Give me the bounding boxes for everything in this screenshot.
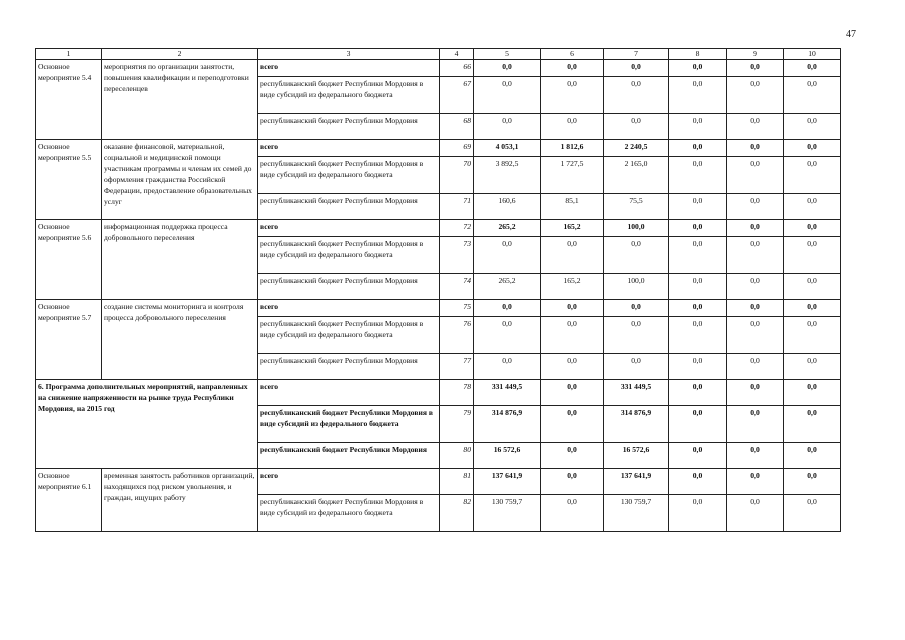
- value-cell: 0,0: [784, 114, 841, 140]
- value-cell: 0,0: [669, 380, 727, 406]
- value-cell: 1 727,5: [541, 157, 604, 194]
- row-index: 75: [440, 300, 474, 317]
- value-cell: 130 759,7: [474, 495, 541, 532]
- row-index: 78: [440, 380, 474, 406]
- measure-description: создание системы мониторинга и контроля процесса добровольного переселения: [102, 300, 258, 380]
- value-cell: 331 449,5: [474, 380, 541, 406]
- row-index: 79: [440, 406, 474, 443]
- value-cell: 0,0: [784, 469, 841, 495]
- value-cell: 160,6: [474, 194, 541, 220]
- value-cell: 0,0: [669, 60, 727, 77]
- header-row: [36, 49, 841, 60]
- value-cell: 0,0: [784, 354, 841, 380]
- measure-code: Основное мероприятие 6.1: [36, 469, 102, 532]
- measure-description: мероприятия по организации занятости, повышения квалификации и переподготовки переселенцев: [102, 60, 258, 140]
- funding-source: республиканский бюджет Республики Мордовия в виде субсидий из федерального бюджета: [258, 157, 440, 194]
- value-cell: 0,0: [727, 60, 784, 77]
- value-cell: 0,0: [669, 406, 727, 443]
- funding-source: всего: [258, 140, 440, 157]
- value-cell: 0,0: [541, 60, 604, 77]
- value-cell: 0,0: [604, 300, 669, 317]
- value-cell: 0,0: [784, 140, 841, 157]
- value-cell: 0,0: [727, 406, 784, 443]
- row-index: 71: [440, 194, 474, 220]
- value-cell: 0,0: [784, 194, 841, 220]
- value-cell: 1 812,6: [541, 140, 604, 157]
- value-cell: 0,0: [669, 443, 727, 469]
- value-cell: 0,0: [727, 114, 784, 140]
- value-cell: 0,0: [541, 443, 604, 469]
- page-number: 47: [846, 29, 856, 40]
- value-cell: 0,0: [727, 77, 784, 114]
- value-cell: 0,0: [727, 354, 784, 380]
- value-cell: 0,0: [727, 157, 784, 194]
- value-cell: 0,0: [604, 317, 669, 354]
- value-cell: 130 759,7: [604, 495, 669, 532]
- row-index: 70: [440, 157, 474, 194]
- column-header: 9: [727, 49, 784, 60]
- value-cell: 0,0: [727, 194, 784, 220]
- funding-source: республиканский бюджет Республики Мордовия: [258, 443, 440, 469]
- value-cell: 0,0: [669, 237, 727, 274]
- table-row: [36, 380, 841, 406]
- row-index: 80: [440, 443, 474, 469]
- value-cell: 165,2: [541, 274, 604, 300]
- column-header: 5: [474, 49, 541, 60]
- value-cell: 0,0: [669, 317, 727, 354]
- value-cell: 0,0: [727, 300, 784, 317]
- value-cell: 0,0: [784, 274, 841, 300]
- measure-code: Основное мероприятие 5.5: [36, 140, 102, 220]
- value-cell: 0,0: [541, 77, 604, 114]
- value-cell: 165,2: [541, 220, 604, 237]
- value-cell: 100,0: [604, 274, 669, 300]
- value-cell: 0,0: [541, 354, 604, 380]
- value-cell: 0,0: [784, 406, 841, 443]
- value-cell: 0,0: [541, 237, 604, 274]
- funding-source: республиканский бюджет Республики Мордовия в виде субсидий из федерального бюджета: [258, 406, 440, 443]
- funding-source: республиканский бюджет Республики Мордовия: [258, 194, 440, 220]
- value-cell: 2 240,5: [604, 140, 669, 157]
- row-index: 69: [440, 140, 474, 157]
- value-cell: 0,0: [669, 220, 727, 237]
- funding-source: всего: [258, 60, 440, 77]
- value-cell: 0,0: [541, 380, 604, 406]
- value-cell: 100,0: [604, 220, 669, 237]
- row-index: 72: [440, 220, 474, 237]
- value-cell: 2 165,0: [604, 157, 669, 194]
- value-cell: 0,0: [604, 354, 669, 380]
- value-cell: 0,0: [784, 220, 841, 237]
- measure-description: информационная поддержка процесса добровольного переселения: [102, 220, 258, 300]
- funding-source: республиканский бюджет Республики Мордовия: [258, 114, 440, 140]
- value-cell: 0,0: [474, 237, 541, 274]
- value-cell: 137 641,9: [474, 469, 541, 495]
- value-cell: 0,0: [784, 443, 841, 469]
- funding-source: всего: [258, 220, 440, 237]
- value-cell: 0,0: [669, 77, 727, 114]
- funding-source: республиканский бюджет Республики Мордовия в виде субсидий из федерального бюджета: [258, 237, 440, 274]
- funding-source: республиканский бюджет Республики Мордовия в виде субсидий из федерального бюджета: [258, 77, 440, 114]
- value-cell: 0,0: [604, 114, 669, 140]
- value-cell: 0,0: [784, 300, 841, 317]
- value-cell: 0,0: [727, 317, 784, 354]
- measure-description: оказание финансовой, материальной, социальной и медицинской помощи участникам программы и членам их семей до оформления гражданства Российской Федерации, предоставление образовательных услуг: [102, 140, 258, 220]
- value-cell: 0,0: [784, 237, 841, 274]
- value-cell: 0,0: [727, 495, 784, 532]
- value-cell: 75,5: [604, 194, 669, 220]
- value-cell: 331 449,5: [604, 380, 669, 406]
- value-cell: 0,0: [474, 77, 541, 114]
- row-index: 81: [440, 469, 474, 495]
- column-header: 3: [258, 49, 440, 60]
- value-cell: 85,1: [541, 194, 604, 220]
- value-cell: 0,0: [727, 140, 784, 157]
- budget-table: [35, 48, 841, 532]
- column-header: 6: [541, 49, 604, 60]
- value-cell: 16 572,6: [474, 443, 541, 469]
- value-cell: 4 053,1: [474, 140, 541, 157]
- value-cell: 0,0: [784, 495, 841, 532]
- funding-source: республиканский бюджет Республики Мордовия: [258, 274, 440, 300]
- value-cell: 0,0: [541, 300, 604, 317]
- funding-source: всего: [258, 380, 440, 406]
- value-cell: 0,0: [784, 60, 841, 77]
- section-title: 6. Программа дополнительных мероприятий, направленных на снижение напряженности на рынке труда Республики Мордовия, на 2015 год: [36, 380, 258, 469]
- column-header: 8: [669, 49, 727, 60]
- column-header: 2: [102, 49, 258, 60]
- value-cell: 0,0: [669, 495, 727, 532]
- funding-source: всего: [258, 469, 440, 495]
- value-cell: 0,0: [541, 469, 604, 495]
- value-cell: 0,0: [474, 354, 541, 380]
- row-index: 66: [440, 60, 474, 77]
- funding-source: республиканский бюджет Республики Мордовия в виде субсидий из федерального бюджета: [258, 495, 440, 532]
- funding-source: республиканский бюджет Республики Мордовия в виде субсидий из федерального бюджета: [258, 317, 440, 354]
- value-cell: 265,2: [474, 220, 541, 237]
- row-index: 73: [440, 237, 474, 274]
- value-cell: 0,0: [669, 114, 727, 140]
- measure-code: Основное мероприятие 5.6: [36, 220, 102, 300]
- table-row: [36, 220, 841, 237]
- value-cell: 0,0: [669, 274, 727, 300]
- column-header: 4: [440, 49, 474, 60]
- value-cell: 3 892,5: [474, 157, 541, 194]
- row-index: 76: [440, 317, 474, 354]
- row-index: 67: [440, 77, 474, 114]
- value-cell: 16 572,6: [604, 443, 669, 469]
- value-cell: 0,0: [669, 140, 727, 157]
- value-cell: 0,0: [474, 60, 541, 77]
- value-cell: 0,0: [784, 380, 841, 406]
- row-index: 77: [440, 354, 474, 380]
- value-cell: 0,0: [541, 114, 604, 140]
- value-cell: 0,0: [784, 77, 841, 114]
- value-cell: 0,0: [727, 443, 784, 469]
- measure-description: временная занятость работников организаций, находящихся под риском увольнения, и граждан, ищущих работу: [102, 469, 258, 532]
- row-index: 82: [440, 495, 474, 532]
- value-cell: 0,0: [727, 220, 784, 237]
- funding-source: республиканский бюджет Республики Мордовия: [258, 354, 440, 380]
- value-cell: 0,0: [604, 77, 669, 114]
- value-cell: 0,0: [541, 406, 604, 443]
- table-row: [36, 60, 841, 77]
- row-index: 74: [440, 274, 474, 300]
- column-header: 10: [784, 49, 841, 60]
- value-cell: 314 876,9: [604, 406, 669, 443]
- funding-source: всего: [258, 300, 440, 317]
- value-cell: 0,0: [669, 157, 727, 194]
- value-cell: 0,0: [669, 354, 727, 380]
- value-cell: 0,0: [474, 300, 541, 317]
- value-cell: 0,0: [784, 317, 841, 354]
- value-cell: 137 641,9: [604, 469, 669, 495]
- value-cell: 0,0: [669, 469, 727, 495]
- table-row: [36, 300, 841, 317]
- measure-code: Основное мероприятие 5.4: [36, 60, 102, 140]
- value-cell: 0,0: [669, 194, 727, 220]
- value-cell: 265,2: [474, 274, 541, 300]
- value-cell: 0,0: [604, 60, 669, 77]
- value-cell: 0,0: [604, 237, 669, 274]
- measure-code: Основное мероприятие 5.7: [36, 300, 102, 380]
- row-index: 68: [440, 114, 474, 140]
- table-row: [36, 140, 841, 157]
- value-cell: 0,0: [541, 317, 604, 354]
- column-header: 7: [604, 49, 669, 60]
- value-cell: 0,0: [727, 380, 784, 406]
- value-cell: 0,0: [474, 317, 541, 354]
- value-cell: 314 876,9: [474, 406, 541, 443]
- value-cell: 0,0: [474, 114, 541, 140]
- value-cell: 0,0: [784, 157, 841, 194]
- table-row: [36, 469, 841, 495]
- column-header: 1: [36, 49, 102, 60]
- value-cell: 0,0: [727, 237, 784, 274]
- value-cell: 0,0: [727, 274, 784, 300]
- value-cell: 0,0: [541, 495, 604, 532]
- value-cell: 0,0: [727, 469, 784, 495]
- value-cell: 0,0: [669, 300, 727, 317]
